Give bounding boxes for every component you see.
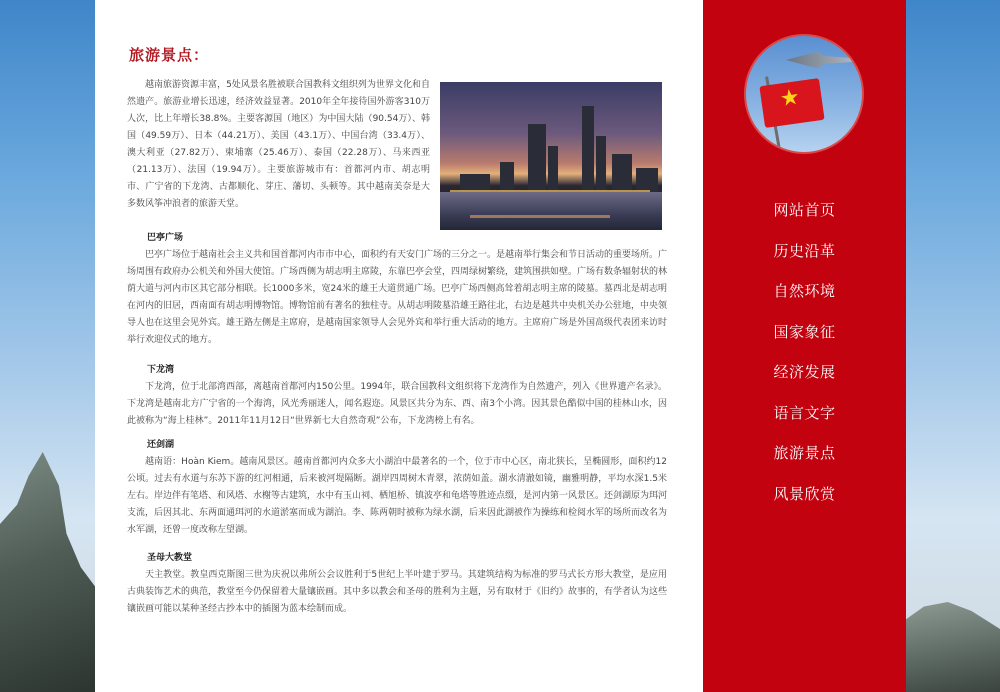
section-title: 旅游景点： (129, 46, 210, 64)
spot-title-ha-long: 下龙湾 (147, 365, 175, 375)
background-rock-right (905, 602, 1000, 692)
spot-text-ha-long: 下龙湾，位于北部湾西部，离越南首都河内150公里。1994年，联合国教科文组织将下龙湾作为自然遗产，列入《世界遗产名录》。下龙湾是越南北方广宁省的一个海湾，风光秀丽迷人，闻名遐迩。风景区共分为东、西、南3个小湾。因其景色酷似中国的桂林山水，因此被称为“海上桂林”。2011年11月12日“世界新七大自然奇观”公布，下龙湾榜上有名。 (127, 382, 667, 426)
nav-item-environment[interactable]: 自然环境 (773, 282, 836, 300)
spot-title-cathedral: 圣母大教堂 (147, 553, 193, 563)
intro-paragraph: 越南旅游资源丰富，5处风景名胜被联合国教科文组织列为世界文化和自然遗产。旅游业增长迅速，经济效益显著。2010年全年接待国外游客310万人次，比上年增长38.8%。主要客源国（地区）为中国大陆（90.54万）、韩国（49.59万）、日本（44.21万）、美国（43.1万）、中国台湾（33.4万）、澳大利亚（27.82万）、柬埔寨（25.46万）、泰国（22.28万）、马来西亚（21.13万）、法国（19.94万）。主要旅游城市有：首都河内市、胡志明市、广宁省的下龙湾、古都顺化、芽庄、藩切、头顿等。其中越南美奈是大多数风筝冲浪者的旅游天堂。 (127, 80, 430, 209)
main-content (95, 0, 703, 692)
sidebar-nav (703, 195, 906, 519)
sidebar (703, 0, 906, 692)
nav-item-history[interactable]: 历史沿革 (773, 241, 836, 260)
spot-text-cathedral: 天主教堂。教皇西克斯图三世为庆祝以弗所公会议胜利于5世纪上半叶建于罗马。其建筑结构为标准的罗马式长方形大教堂，是应用古典装饰艺术的典范，教堂至今仍保留着大量镶嵌画。其中多以教会和圣母的胜利为主题，另有取材于《旧约》故事的，有学者认为这些镶嵌画可能以某种圣经古抄本中的插图为蓝本绘制而成。 (127, 570, 668, 614)
nav-item-scenery[interactable]: 风景欣赏 (773, 484, 836, 503)
vietnam-flag-logo-icon: ★ (744, 34, 864, 154)
spot-text-ba-dinh: 巴亭广场位于越南社会主义共和国首都河内市市中心，面积约有天安门广场的三分之一。是越南举行集会和节日活动的重要场所。广场周围有政府办公机关和外国大使馆。广场西侧为胡志明主席陵，东靠巴亭会堂，四周绿树繁绕，建筑围拱如壁。广场有数条辐射状的林荫大道与河内市区其它部分相联。长1000多米，宽24米的雄王大道贯通广场。巴亭广场西侧高耸着胡志明主席的陵墓。墓西北是胡志明在河内的旧居，西南面有胡志明博物馆。博物馆前有著名的独柱寺。从胡志明陵墓沿雄王路往北，右边是越共中央机关办公驻地，中央领导人也在这里会见外宾。雄王路左侧是主席府，是越南国家领导人会见外宾和举行重大活动的地方。主席府广场是外国高级代表团来访时举行欢迎仪式的地方。 (127, 250, 668, 345)
background-rock-left (0, 452, 95, 692)
spot-text-hoan-kiem: 越南语：Hoàn Kiem。越南风景区。越南首都河内众多大小湖泊中最著名的一个，位于市中心区，南北狭长，呈椭圆形，面积约12公顷。过去有水道与东苏下游的红河相通，后来被河堤隔断。湖岸四周树木青翠，浓荫如盖。湖水清澈如镜，幽雅明静，平均水深1.5米左右。岸边伴有笔塔、和风塔、水榭等古建筑，水中有玉山祠、栖旭桥、镇波亭和龟塔等胜迹点缀，是河内第一风景区。还剑湖原为珥河支流，后因其北、东两面通珥河的水道淤塞而成为湖泊。李、陈两朝时被称为绿水湖，后来因此湖被作为操练和检阅水军的场所而改名为水军湖，还曾一度改称左望湖。 (127, 457, 668, 535)
nav-item-symbols[interactable]: 国家象征 (773, 322, 836, 341)
nav-item-home[interactable]: 网站首页 (773, 201, 836, 219)
spot-title-ba-dinh: 巴亭广场 (147, 233, 184, 243)
spot-title-hoan-kiem: 还剑湖 (147, 440, 175, 450)
nav-item-tourism[interactable]: 旅游景点 (773, 444, 836, 462)
city-skyline-image (440, 82, 662, 230)
nav-item-economy[interactable]: 经济发展 (773, 363, 836, 381)
nav-item-language[interactable]: 语言文字 (773, 403, 836, 422)
